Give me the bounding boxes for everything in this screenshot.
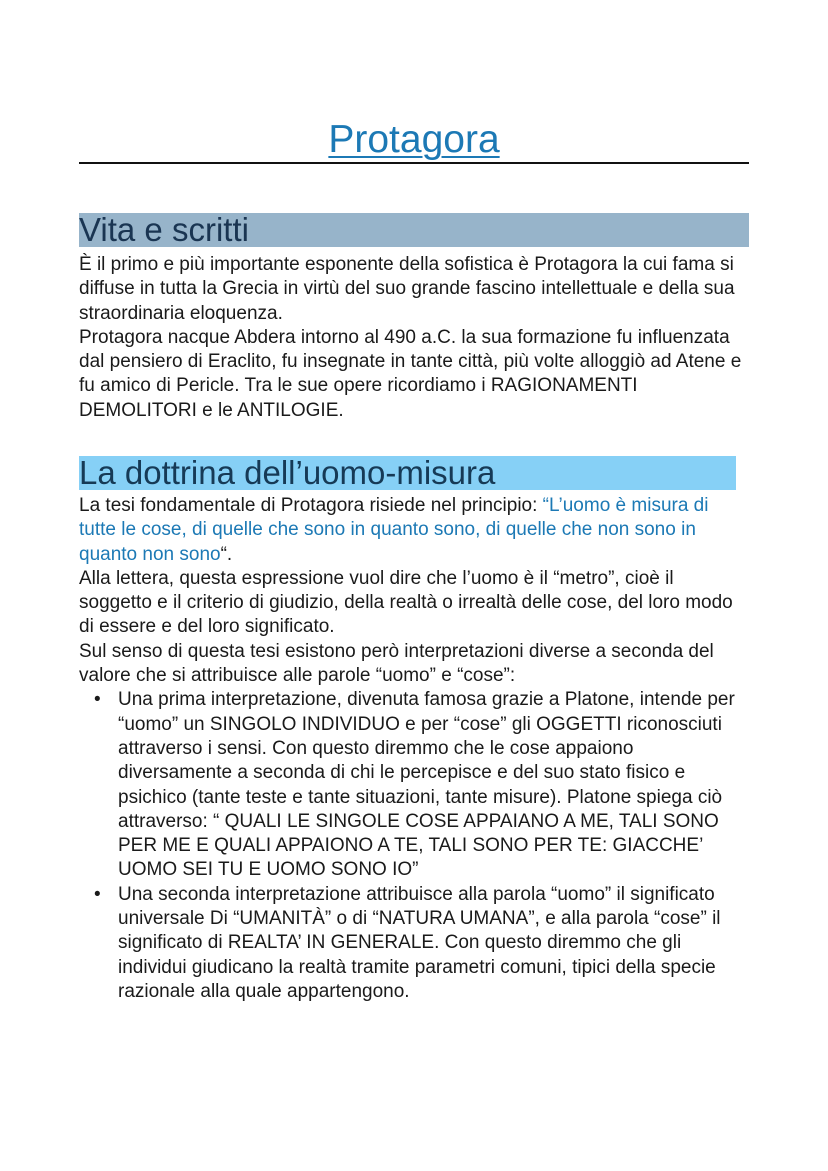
section-heading-dottrina: La dottrina dell’uomo-misura [79, 456, 736, 490]
section-heading-vita: Vita e scritti [79, 213, 749, 247]
section-body-dottrina [79, 494, 749, 1004]
list-item [79, 883, 749, 1004]
paragraph: Protagora nacque Abdera intorno al 490 a.C. la sua formazione fu influenzata dal pensiero di Eraclito, fu insegnate in tante città, più volte alloggiò ad Atene e fu amico di Pericle. Tra le sue opere ricordiamo i RAGIONAMENTI DEMOLITORI e le ANTILOGIE. [79, 326, 742, 421]
paragraph: È il primo e più importante esponente della sofistica è Protagora la cui fama si diffuse in tutta la Grecia in virtù del suo grande fascino intellettuale e della sua straordinaria eloquenza. [79, 254, 735, 324]
intro-text: La tesi fondamentale di Protagora risiede nel principio: [79, 495, 543, 516]
interpretations-list [79, 688, 749, 1004]
paragraph-intro [79, 494, 749, 567]
paragraph: Alla lettera, questa espressione vuol dire che l’uomo è il “metro”, cioè il soggetto e il criterio di giudizio, della realtà o irrealtà delle cose, del loro modo di essere e del loro significato. [79, 567, 733, 638]
quote-end: “. [220, 543, 233, 565]
list-item [79, 688, 749, 882]
quote-text: “L’uomo è misura di tutte le cose, di quelle che sono in quanto sono, di quelle che non sono in quanto non sono [79, 495, 709, 565]
list-item-text: Una prima interpretazione, divenuta famosa grazie a Platone, intende per “uomo” un SINGOLO INDIVIDUO e per “cose” gli OGGETTI riconosciuti attraverso i sensi. Con questo diremmo che le cose appaiono diversamente a seconda di chi le percepisce e del suo stato fisico e psichico (tante teste e tante situazioni, tante misure). Platone spiega ciò attraverso: “ QUALI LE SINGOLE COSE APPAIANO A ME, TALI SONO PER ME E QUALI APPAIONO A TE, TALI SONO PER TE: GIACCHE’ UOMO SEI TU E UOMO SONO IO” [118, 689, 735, 881]
section-body-vita [79, 253, 749, 423]
title-row [79, 118, 749, 164]
bullet-icon: • [94, 689, 101, 711]
bullet-icon: • [94, 883, 101, 905]
paragraph: Sul senso di questa tesi esistono però interpretazioni diverse a seconda del valore che si attribuisce alle parole “uomo” e “cose”: [79, 640, 714, 687]
page-title: Protagora [328, 118, 500, 161]
list-item-text: Una seconda interpretazione attribuisce alla parola “uomo” il significato universale Di “UMANITÀ” o di “NATURA UMANA”, e alla parola “cose” il significato di REALTA’ IN GENERALE. Con questo diremmo che gli individui giudicano la realtà tramite parametri comuni, tipici della specie razionale alla quale appartengono. [118, 883, 721, 1002]
